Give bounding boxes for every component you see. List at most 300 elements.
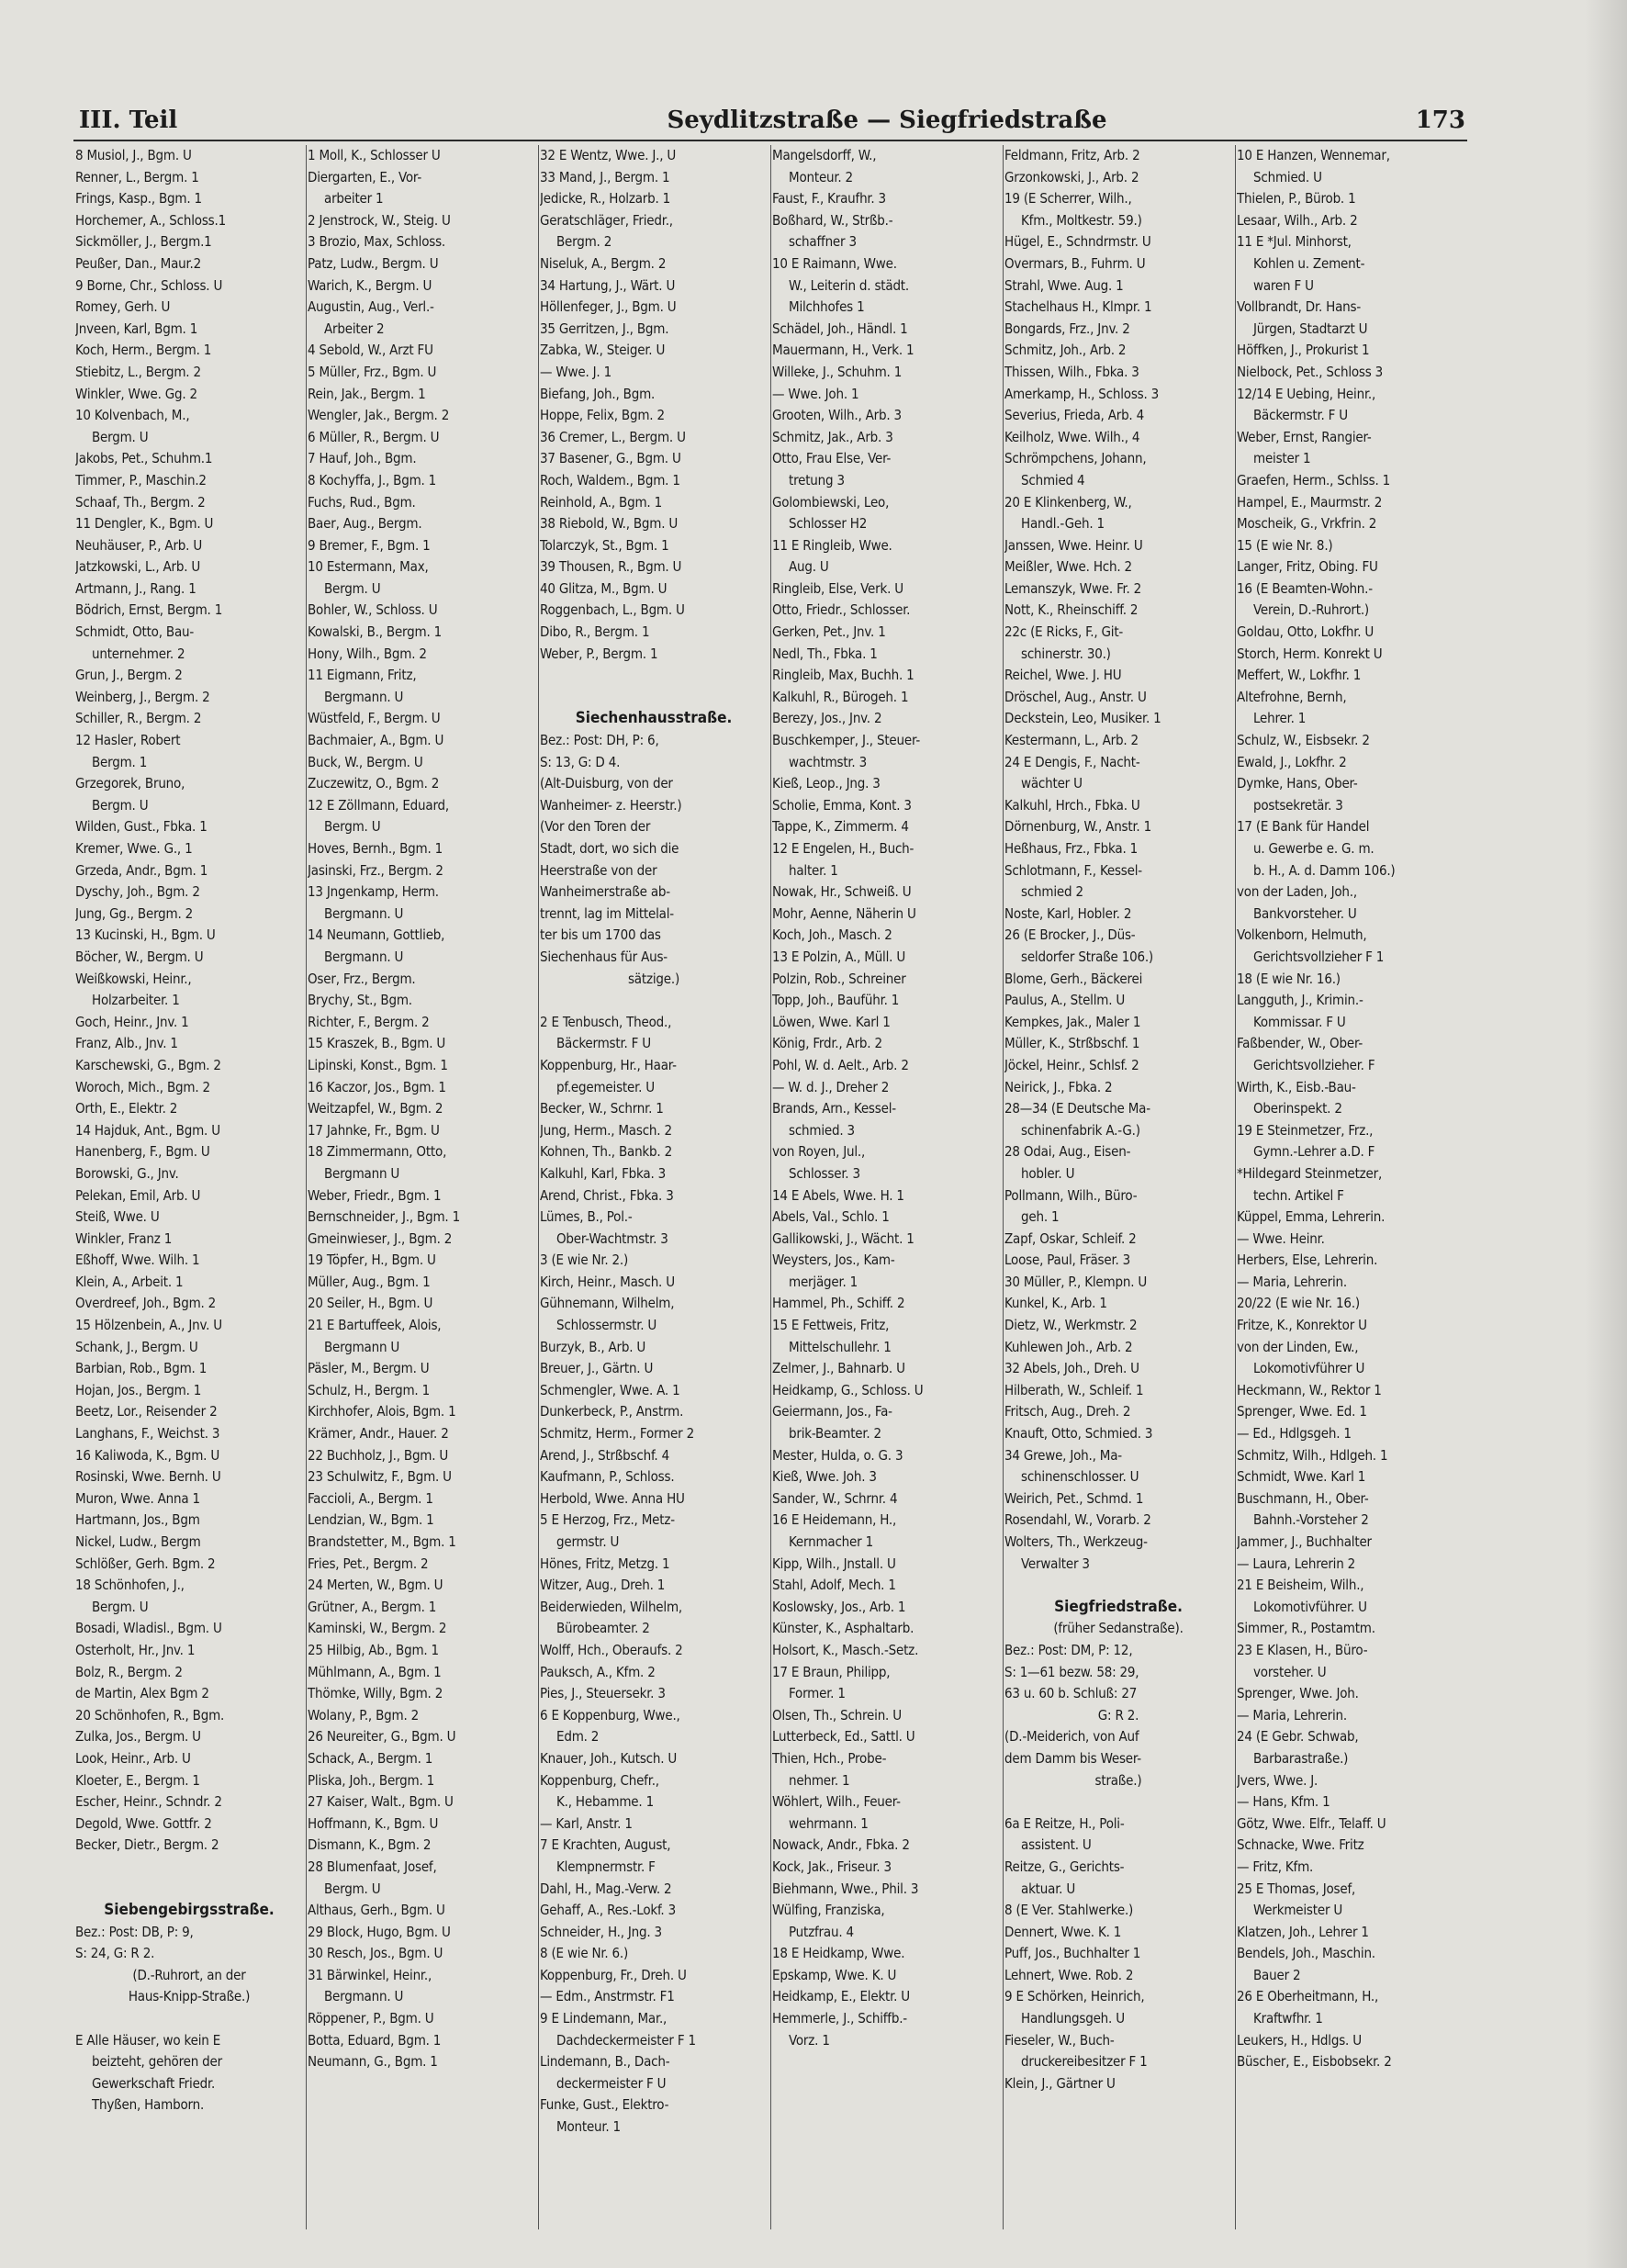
directory-entry: Bergm. U	[92, 1598, 149, 1615]
directory-entry: Jung, Gg., Bergm. 2	[75, 904, 194, 922]
directory-entry: Blome, Gerh., Bäckerei	[1004, 970, 1143, 987]
directory-entry: Koppenburg, Fr., Dreh. U	[540, 1966, 687, 1983]
directory-entry: 8 (E wie Nr. 6.)	[540, 1945, 629, 1962]
directory-entry: 29 Block, Hugo, Bgm. U	[308, 1923, 451, 1940]
directory-entry: Volkenborn, Helmuth,	[1237, 926, 1367, 944]
directory-entry: Goldau, Otto, Lokfhr. U	[1237, 623, 1375, 641]
directory-entry: Schack, A., Bergm. 1	[308, 1749, 433, 1767]
spacer	[1004, 1791, 1232, 1813]
directory-entry: Lindemann, B., Dach-	[540, 2053, 670, 2071]
directory-entry: Berezy, Jos., Jnv. 2	[772, 710, 882, 727]
directory-entry: Bürobeamter. 2	[556, 1620, 650, 1637]
directory-entry: von der Linden, Ew.,	[1237, 1338, 1359, 1355]
directory-entry: Pollmann, Wilh., Büro-	[1004, 1186, 1138, 1204]
directory-entry: Bergm. U	[324, 1880, 381, 1897]
directory-entry: Bergm. U	[324, 579, 381, 597]
directory-entry: Dahl, H., Mag.-Verw. 2	[540, 1880, 672, 1897]
directory-entry: Brands, Arn., Kessel-	[772, 1100, 896, 1117]
directory-entry: 10 E Hanzen, Wennemar,	[1237, 147, 1390, 163]
directory-entry: trennt, lag im Mittelal-	[540, 904, 674, 922]
directory-entry: 27 Kaiser, Walt., Bgm. U	[308, 1793, 454, 1811]
directory-entry: Röppener, P., Bgm. U	[308, 2010, 434, 2027]
directory-entry: 26 Neureiter, G., Bgm. U	[308, 1728, 456, 1746]
directory-entry: Epskamp, Wwe. K. U	[772, 1966, 897, 1983]
directory-entry: 18 Zimmermann, Otto,	[308, 1143, 447, 1161]
directory-entry: 18 E Heidkamp, Wwe.	[772, 1945, 905, 1962]
directory-entry: Kaufmann, P., Schloss.	[540, 1468, 675, 1486]
street-heading: Siegfriedstraße.	[1054, 1597, 1183, 1616]
directory-entry: ter bis um 1700 das	[540, 926, 661, 944]
directory-entry: 12 E Engelen, H., Buch-	[772, 840, 914, 857]
directory-entry: Otto, Friedr., Schlosser.	[772, 601, 911, 619]
directory-entry: schmied 2	[1021, 883, 1083, 901]
directory-entry: Wanheimerstraße ab-	[540, 883, 670, 901]
directory-entry: Hoves, Bernh., Bgm. 1	[308, 840, 443, 857]
directory-entry: Bergmann U	[324, 1338, 400, 1355]
directory-entry: Janssen, Wwe. Heinr. U	[1004, 536, 1143, 554]
directory-entry: Tolarczyk, St., Bgm. 1	[540, 536, 669, 554]
directory-entry: Klein, J., Gärtner U	[1004, 2074, 1116, 2092]
directory-entry: Schlossermstr. U	[556, 1317, 657, 1334]
spacer	[1004, 1575, 1232, 1597]
directory-entry: Schmitz, Wilh., Hdlgeh. 1	[1237, 1446, 1388, 1464]
directory-entry: 10 Estermann, Max,	[308, 558, 429, 576]
directory-entry: Hoffmann, K., Bgm. U	[308, 1814, 439, 1832]
directory-entry: u. Gewerbe e. G. m.	[1253, 840, 1375, 857]
directory-entry: Böcher, W., Bergm. U	[75, 948, 204, 965]
directory-entry: Faust, F., Kraufhr. 3	[772, 190, 886, 208]
directory-entry: Dyschy, Joh., Bgm. 2	[75, 883, 200, 901]
directory-entry: seldorfer Straße 106.)	[1021, 948, 1154, 965]
directory-entry: 19 E Steinmetzer, Frz.,	[1237, 1121, 1374, 1139]
directory-entry: Nott, K., Rheinschiff. 2	[1004, 601, 1139, 619]
directory-entry: Feldmann, Fritz, Arb. 2	[1004, 147, 1140, 163]
spacer	[540, 990, 768, 1012]
directory-entry: (Vor den Toren der	[540, 818, 651, 836]
directory-entry: Löwen, Wwe. Karl 1	[772, 1013, 891, 1030]
directory-entry: G: R 2.	[1097, 1706, 1139, 1723]
column-2	[306, 145, 539, 2229]
spacer	[540, 687, 768, 709]
directory-entry: Barbarastraße.)	[1253, 1749, 1349, 1767]
directory-entry: 32 E Wentz, Wwe. J., U	[540, 147, 677, 163]
directory-entry: Pies, J., Steuersekr. 3	[540, 1685, 666, 1702]
directory-entry: Vorz. 1	[789, 2031, 830, 2049]
directory-entry: Pelekan, Emil, Arb. U	[75, 1186, 201, 1204]
directory-entry: 23 E Klasen, H., Büro-	[1237, 1641, 1368, 1658]
directory-entry: Haus-Knipp-Straße.)	[128, 1988, 251, 2005]
directory-entry: Schiller, R., Bergm. 2	[75, 710, 202, 727]
directory-entry: 36 Cremer, L., Bergm. U	[540, 428, 686, 445]
directory-entry: Ober-Wachtmstr. 3	[556, 1229, 668, 1247]
directory-entry: 15 E Fettweis, Fritz,	[772, 1317, 890, 1334]
directory-entry: Grooten, Wilh., Arb. 3	[772, 407, 902, 424]
directory-entry: Fritsch, Aug., Dreh. 2	[1004, 1403, 1131, 1420]
directory-entry: Renner, L., Bergm. 1	[75, 168, 199, 185]
directory-entry: Heerstraße von der	[540, 861, 657, 879]
directory-entry: unternehmer. 2	[92, 645, 185, 662]
directory-entry: Schmitz, Joh., Arb. 2	[1004, 342, 1127, 359]
directory-entry: Lemanszyk, Wwe. Fr. 2	[1004, 579, 1142, 597]
directory-entry: — Karl, Anstr. 1	[540, 1814, 633, 1832]
directory-entry: Koppenburg, Chefr.,	[540, 1771, 659, 1789]
directory-entry: 17 E Braun, Philipp,	[772, 1663, 891, 1680]
directory-entry: 16 Kaliwoda, K., Bgm. U	[75, 1446, 220, 1464]
directory-entry: Sander, W., Schrnr. 4	[772, 1489, 898, 1507]
directory-entry: Fuchs, Rud., Bgm.	[308, 493, 416, 511]
directory-entry: Handl.-Geh. 1	[1021, 515, 1105, 533]
directory-entry: Pliska, Joh., Bergm. 1	[308, 1771, 435, 1789]
directory-entry: Reichel, Wwe. J. HU	[1004, 667, 1122, 684]
directory-entry: Winkler, Wwe. Gg. 2	[75, 385, 197, 402]
directory-entry: Bergmann. U	[324, 688, 404, 705]
directory-entry: Bolz, R., Bergm. 2	[75, 1663, 183, 1680]
directory-entry: Heidkamp, E., Elektr. U	[772, 1988, 910, 2005]
directory-entry: 9 E Lindemann, Mar.,	[540, 2010, 668, 2027]
directory-entry: Kalkuhl, Hrch., Fbka. U	[1004, 796, 1140, 814]
directory-entry: Wolters, Th., Werkzeug-	[1004, 1533, 1148, 1550]
directory-entry: Paulus, A., Stellm. U	[1004, 992, 1126, 1009]
directory-entry: Sprenger, Wwe. Ed. 1	[1237, 1403, 1367, 1420]
directory-entry: E Alle Häuser, wo kein E	[75, 2031, 221, 2049]
directory-entry: Krämer, Andr., Hauer. 2	[308, 1425, 449, 1443]
directory-entry: Arend, Christ., Fbka. 3	[540, 1186, 674, 1204]
directory-entry: Thissen, Wilh., Fbka. 3	[1004, 363, 1139, 380]
directory-entry: Schmitz, Herm., Former 2	[540, 1425, 694, 1443]
directory-entry: Warich, K., Bergm. U	[308, 276, 432, 294]
directory-entry: Monteur. 2	[789, 168, 853, 185]
directory-entry: Bäckermstr. F U	[556, 1035, 651, 1052]
directory-entry: Kalkuhl, R., Bürogeh. 1	[772, 688, 909, 705]
directory-entry: schaffner 3	[789, 233, 857, 251]
directory-entry: schinenschlosser. U	[1021, 1468, 1139, 1486]
directory-entry: Brandstetter, M., Bgm. 1	[308, 1533, 456, 1550]
directory-entry: Diergarten, E., Vor-	[308, 168, 421, 185]
directory-entry: 11 E *Jul. Minhorst,	[1237, 233, 1352, 251]
directory-entry: 9 Borne, Chr., Schloss. U	[75, 276, 223, 294]
directory-entry: Weinberg, J., Bergm. 2	[75, 688, 210, 705]
directory-entry: 24 (E Gebr. Schwab,	[1237, 1728, 1359, 1746]
directory-entry: Steiß, Wwe. U	[75, 1208, 160, 1226]
directory-entry: Boßhard, W., Strßb.-	[772, 211, 893, 229]
directory-entry: Weber, P., Bergm. 1	[540, 645, 658, 662]
directory-columns	[73, 145, 1471, 2229]
directory-entry: Tappe, K., Zimmerm. 4	[772, 818, 909, 836]
directory-entry: 20 E Klinkenberg, W.,	[1004, 493, 1132, 511]
directory-entry: 20 Seiler, H., Bgm. U	[308, 1295, 433, 1312]
directory-entry: Neumann, G., Bgm. 1	[308, 2053, 438, 2071]
directory-entry: Wüstfeld, F., Bergm. U	[308, 710, 441, 727]
directory-entry: Gehaff, A., Res.-Lokf. 3	[540, 1902, 676, 1919]
directory-entry: Bachmaier, A., Bgm. U	[308, 732, 444, 749]
directory-entry: Bergm. U	[324, 818, 381, 836]
directory-entry: Osterholt, Hr., Jnv. 1	[75, 1641, 196, 1658]
directory-entry: Nickel, Ludw., Bergm	[75, 1533, 201, 1550]
directory-entry: Jung, Herm., Masch. 2	[540, 1121, 672, 1139]
directory-entry: Hojan, Jos., Bergm. 1	[75, 1381, 202, 1398]
directory-entry: Dunkerbeck, P., Anstrm.	[540, 1403, 684, 1420]
directory-entry: Arend, J., Strßbschf. 4	[540, 1446, 669, 1464]
directory-entry: Dörnenburg, W., Anstr. 1	[1004, 818, 1151, 836]
street-heading: Siebengebirgsstraße.	[104, 1901, 275, 1920]
directory-entry: 6 E Koppenburg, Wwe.,	[540, 1706, 680, 1723]
directory-entry: Müller, K., Strßbschf. 1	[1004, 1035, 1140, 1052]
directory-entry: Bohler, W., Schloss. U	[308, 601, 438, 619]
directory-entry: Peußer, Dan., Maur.2	[75, 254, 201, 272]
directory-entry: Klatzen, Joh., Lehrer 1	[1237, 1923, 1369, 1940]
directory-entry: Degold, Wwe. Gottfr. 2	[75, 1814, 212, 1832]
directory-entry: Weitzapfel, W., Bgm. 2	[308, 1100, 443, 1117]
directory-entry: 40 Glitza, M., Bgm. U	[540, 579, 668, 597]
directory-entry: Weißkowski, Heinr.,	[75, 970, 192, 987]
directory-entry: Mohr, Aenne, Näherin U	[772, 904, 916, 922]
directory-entry: de Martin, Alex Bgm 2	[75, 1685, 209, 1702]
directory-entry: Weysters, Jos., Kam-	[772, 1252, 895, 1269]
directory-entry: Kloeter, E., Bergm. 1	[75, 1771, 200, 1789]
directory-entry: Schmied. U	[1253, 168, 1322, 185]
directory-entry: Rosinski, Wwe. Bernh. U	[75, 1468, 221, 1486]
directory-entry: Holsort, K., Masch.-Setz.	[772, 1641, 919, 1658]
directory-entry: Kock, Jak., Friseur. 3	[772, 1858, 892, 1875]
directory-entry: Kernmacher 1	[789, 1533, 873, 1550]
directory-entry: Bongards, Frz., Jnv. 2	[1004, 320, 1130, 337]
directory-entry: Stadt, dort, wo sich die	[540, 840, 679, 857]
directory-entry: Heidkamp, G., Schloss. U	[772, 1381, 924, 1398]
directory-entry: 25 E Thomas, Josef,	[1237, 1880, 1356, 1897]
directory-entry: Jammer, J., Buchhalter	[1237, 1533, 1372, 1550]
directory-entry: Langguth, J., Krimin.-	[1237, 992, 1363, 1009]
directory-entry: 7 E Krachten, August,	[540, 1836, 671, 1854]
directory-entry: Wanheimer- z. Heerstr.)	[540, 796, 682, 814]
directory-entry: Heckmann, W., Rektor 1	[1237, 1381, 1382, 1398]
spacer	[540, 665, 768, 687]
directory-entry: 3 (E wie Nr. 2.)	[540, 1252, 629, 1269]
directory-entry: Geratschläger, Friedr.,	[540, 211, 673, 229]
directory-entry: wachtmstr. 3	[789, 753, 867, 770]
directory-entry: Lipinski, Konst., Bgm. 1	[308, 1056, 448, 1073]
directory-entry: Schlotmann, F., Kessel-	[1004, 861, 1142, 879]
directory-entry: Koppenburg, Hr., Haar-	[540, 1056, 677, 1073]
directory-entry: Dymke, Hans, Ober-	[1237, 775, 1358, 792]
directory-entry: Bez.: Post: DH, P: 6,	[540, 732, 659, 749]
directory-entry: Gmeinwieser, J., Bgm. 2	[308, 1229, 453, 1247]
directory-entry: Heßhaus, Frz., Fbka. 1	[1004, 840, 1138, 857]
directory-entry: 15 Kraszek, B., Bgm. U	[308, 1035, 446, 1052]
directory-entry: Schmidt, Otto, Bau-	[75, 623, 195, 641]
directory-entry: Hampel, E., Maurmstr. 2	[1237, 493, 1383, 511]
directory-entry: 35 Gerritzen, J., Bgm.	[540, 320, 669, 337]
directory-entry: techn. Artikel F	[1253, 1186, 1344, 1204]
directory-entry: Stahl, Adolf, Mech. 1	[772, 1577, 896, 1594]
directory-entry: 2 E Tenbusch, Theod.,	[540, 1013, 672, 1030]
spacer	[75, 1857, 303, 1879]
directory-entry: Bergm. 1	[92, 753, 148, 770]
directory-entry: 31 Bärwinkel, Heinr.,	[308, 1966, 432, 1983]
directory-entry: Lehnert, Wwe. Rob. 2	[1004, 1966, 1134, 1983]
directory-entry: 24 E Dengis, F., Nacht-	[1004, 753, 1140, 770]
directory-entry: Botta, Eduard, Bgm. 1	[308, 2031, 442, 2049]
page-header	[79, 103, 1465, 140]
directory-entry: 23 Schulwitz, F., Bgm. U	[308, 1468, 452, 1486]
directory-entry: Kipp, Wilh., Jnstall. U	[772, 1555, 896, 1572]
directory-entry: — Maria, Lehrerin.	[1237, 1706, 1347, 1723]
directory-entry: meister 1	[1253, 450, 1311, 467]
directory-entry: tretung 3	[789, 471, 845, 488]
directory-entry: Escher, Heinr., Schndr. 2	[75, 1793, 222, 1811]
directory-entry: Burzyk, B., Arb. U	[540, 1338, 646, 1355]
directory-entry: Bendels, Joh., Maschin.	[1237, 1945, 1375, 1962]
directory-entry: Künster, K., Asphaltarb.	[772, 1620, 914, 1637]
directory-entry: Langhans, F., Weichst. 3	[75, 1425, 220, 1443]
directory-entry: — Wwe. J. 1	[540, 363, 612, 380]
directory-entry: 12 E Zöllmann, Eduard,	[308, 796, 450, 814]
directory-entry: 18 (E wie Nr. 16.)	[1237, 970, 1341, 987]
directory-entry: 19 Töpfer, H., Bgm. U	[308, 1252, 436, 1269]
directory-entry: von Royen, Jul.,	[772, 1143, 866, 1161]
directory-entry: Knauer, Joh., Kutsch. U	[540, 1749, 678, 1767]
directory-entry: 6a E Reitze, H., Poli-	[1004, 1814, 1125, 1832]
directory-entry: hobler. U	[1021, 1164, 1075, 1182]
directory-entry: Keilholz, Wwe. Wilh., 4	[1004, 428, 1140, 445]
directory-entry: Kraftwfhr. 1	[1253, 2010, 1323, 2027]
directory-entry: Mester, Hulda, o. G. 3	[772, 1446, 903, 1464]
directory-entry: 2 Jenstrock, W., Steig. U	[308, 211, 451, 229]
directory-entry: 21 E Beisheim, Wilh.,	[1237, 1577, 1364, 1594]
directory-entry: Koslowsky, Jos., Arb. 1	[772, 1598, 906, 1615]
directory-entry: Kirchhofer, Alois, Bgm. 1	[308, 1403, 456, 1420]
directory-entry: schinerstr. 30.)	[1021, 645, 1111, 662]
directory-entry: Koch, Joh., Masch. 2	[772, 926, 892, 944]
directory-entry: Roggenbach, L., Bgm. U	[540, 601, 685, 619]
directory-entry: Werkmeister U	[1253, 1902, 1343, 1919]
directory-entry: S: 1—61 bezw. 58: 29,	[1004, 1663, 1139, 1680]
directory-entry: 10 Kolvenbach, M.,	[75, 407, 190, 424]
directory-entry: Hanenberg, F., Bgm. U	[75, 1143, 210, 1161]
directory-entry: 22 Buchholz, J., Bgm. U	[308, 1446, 449, 1464]
directory-entry: Bez.: Post: DB, P: 9,	[75, 1923, 194, 1940]
directory-entry: Thielen, P., Bürob. 1	[1237, 190, 1356, 208]
directory-entry: Bäckermstr. F U	[1253, 407, 1348, 424]
directory-entry: — Hans, Kfm. 1	[1237, 1793, 1330, 1811]
directory-entry: Schneider, H., Jng. 3	[540, 1923, 662, 1940]
directory-entry: Herbers, Else, Lehrerin.	[1237, 1252, 1378, 1269]
directory-entry: Kowalski, B., Bergm. 1	[308, 623, 443, 641]
directory-entry: Klempnermstr. F	[556, 1858, 656, 1875]
directory-entry: 28—34 (E Deutsche Ma-	[1004, 1100, 1150, 1117]
directory-entry: Willeke, J., Schuhm. 1	[772, 363, 903, 380]
directory-entry: Kestermann, L., Arb. 2	[1004, 732, 1139, 749]
directory-entry: Schädel, Joh., Händl. 1	[772, 320, 908, 337]
directory-entry: Meißler, Wwe. Hch. 2	[1004, 558, 1132, 576]
street-heading: Siechenhausstraße.	[575, 709, 733, 728]
directory-entry: Scholie, Emma, Kont. 3	[772, 796, 912, 814]
directory-entry: Augustin, Aug., Verl.-	[308, 298, 434, 316]
directory-entry: Wilden, Gust., Fbka. 1	[75, 818, 208, 836]
directory-entry: germstr. U	[556, 1533, 620, 1550]
directory-entry: Wolany, P., Bgm. 2	[308, 1706, 420, 1723]
directory-entry: Bauer 2	[1253, 1966, 1301, 1983]
directory-entry: Kieß, Leop., Jng. 3	[772, 775, 881, 792]
directory-entry: Frings, Kasp., Bgm. 1	[75, 190, 202, 208]
directory-entry: Schmengler, Wwe. A. 1	[540, 1381, 680, 1398]
directory-entry: Puff, Jos., Buchhalter 1	[1004, 1945, 1141, 1962]
directory-entry: Wolff, Hch., Oberaufs. 2	[540, 1641, 683, 1658]
directory-entry: Richter, F., Bergm. 2	[308, 1013, 430, 1030]
directory-entry: König, Frdr., Arb. 2	[772, 1035, 882, 1052]
directory-entry: Strahl, Wwe. Aug. 1	[1004, 276, 1124, 294]
directory-entry: Bergm. U	[92, 428, 149, 445]
directory-entry: Polzin, Rob., Schreiner	[772, 970, 906, 987]
directory-entry: Olsen, Th., Schrein. U	[772, 1706, 902, 1723]
directory-entry: straße.)	[1094, 1771, 1142, 1789]
directory-entry: Grzegorek, Bruno,	[75, 775, 185, 792]
directory-entry: Schlosser. 3	[789, 1164, 860, 1182]
directory-entry: Goch, Heinr., Jnv. 1	[75, 1013, 189, 1030]
directory-entry: Hoppe, Felix, Bgm. 2	[540, 407, 665, 424]
directory-entry: Bergm. 2	[556, 233, 612, 251]
directory-entry: Beiderwieden, Wilhelm,	[540, 1598, 682, 1615]
directory-entry: Karschewski, G., Bgm. 2	[75, 1056, 221, 1073]
directory-entry: Orth, E., Elektr. 2	[75, 1100, 178, 1117]
directory-entry: Grütner, A., Bergm. 1	[308, 1598, 437, 1615]
directory-entry: Althaus, Gerh., Bgm. U	[308, 1902, 445, 1919]
directory-entry: 16 Kaczor, Jos., Bgm. 1	[308, 1078, 446, 1095]
directory-entry: Brychy, St., Bgm.	[308, 992, 412, 1009]
column-4	[770, 145, 1004, 2229]
directory-entry: 19 (E Scherrer, Wilh.,	[1004, 190, 1132, 208]
directory-entry: Schmitz, Jak., Arb. 3	[772, 428, 893, 445]
directory-entry: 8 Musiol, J., Bgm. U	[75, 147, 192, 163]
directory-entry: Beetz, Lor., Reisender 2	[75, 1403, 218, 1420]
directory-entry: merjäger. 1	[789, 1273, 858, 1290]
directory-entry: Oberinspekt. 2	[1253, 1100, 1342, 1117]
directory-entry: K., Hebamme. 1	[556, 1793, 654, 1811]
directory-entry: Aug. U	[789, 558, 829, 576]
directory-entry: von der Laden, Joh.,	[1237, 883, 1357, 901]
column-6	[1235, 145, 1471, 2229]
directory-entry: Weirich, Pet., Schmd. 1	[1004, 1489, 1144, 1507]
directory-entry: Ewald, J., Lokfhr. 2	[1237, 753, 1347, 770]
directory-entry: Klein, A., Arbeit. 1	[75, 1273, 184, 1290]
directory-entry: Overdreef, Joh., Bgm. 2	[75, 1295, 217, 1312]
directory-entry: Gerichtsvollzieher. F	[1253, 1056, 1375, 1073]
directory-entry: Knauft, Otto, Schmied. 3	[1004, 1425, 1153, 1443]
directory-entry: Pauksch, A., Kfm. 2	[540, 1663, 656, 1680]
directory-entry: Koch, Herm., Bergm. 1	[75, 342, 212, 359]
directory-entry: Mauermann, H., Verk. 1	[772, 342, 914, 359]
directory-entry: Buck, W., Bergm. U	[308, 753, 423, 770]
directory-entry: Former. 1	[789, 1685, 846, 1702]
directory-entry: 24 Merten, W., Bgm. U	[308, 1577, 443, 1594]
directory-entry: 16 E Heidemann, H.,	[772, 1511, 897, 1529]
directory-entry: Bödrich, Ernst, Bergm. 1	[75, 601, 223, 619]
directory-entry: Jedicke, R., Holzarb. 1	[540, 190, 671, 208]
directory-entry: Küppel, Emma, Lehrerin.	[1237, 1208, 1386, 1226]
directory-entry: Kohnen, Th., Bankb. 2	[540, 1143, 672, 1161]
directory-entry: Dennert, Wwe. K. 1	[1004, 1923, 1122, 1940]
directory-entry: Jnveen, Karl, Bgm. 1	[75, 320, 198, 337]
directory-entry: 16 (E Beamten-Wohn.-	[1237, 579, 1373, 597]
directory-entry: Noste, Karl, Hobler. 2	[1004, 904, 1132, 922]
directory-entry: Gerichtsvollzieher F 1	[1253, 948, 1385, 965]
directory-entry: Sickmöller, J., Bergm.1	[75, 233, 212, 251]
directory-entry: Romey, Gerh. U	[75, 298, 171, 316]
directory-entry: — Edm., Anstrmstr. F1	[540, 1988, 675, 2005]
directory-entry: pf.egemeister. U	[556, 1078, 655, 1095]
directory-entry: Becker, W., Schrnr. 1	[540, 1100, 664, 1117]
directory-entry: Moscheik, G., Vrkfrin. 2	[1237, 515, 1377, 533]
directory-entry: Herbold, Wwe. Anna HU	[540, 1489, 685, 1507]
